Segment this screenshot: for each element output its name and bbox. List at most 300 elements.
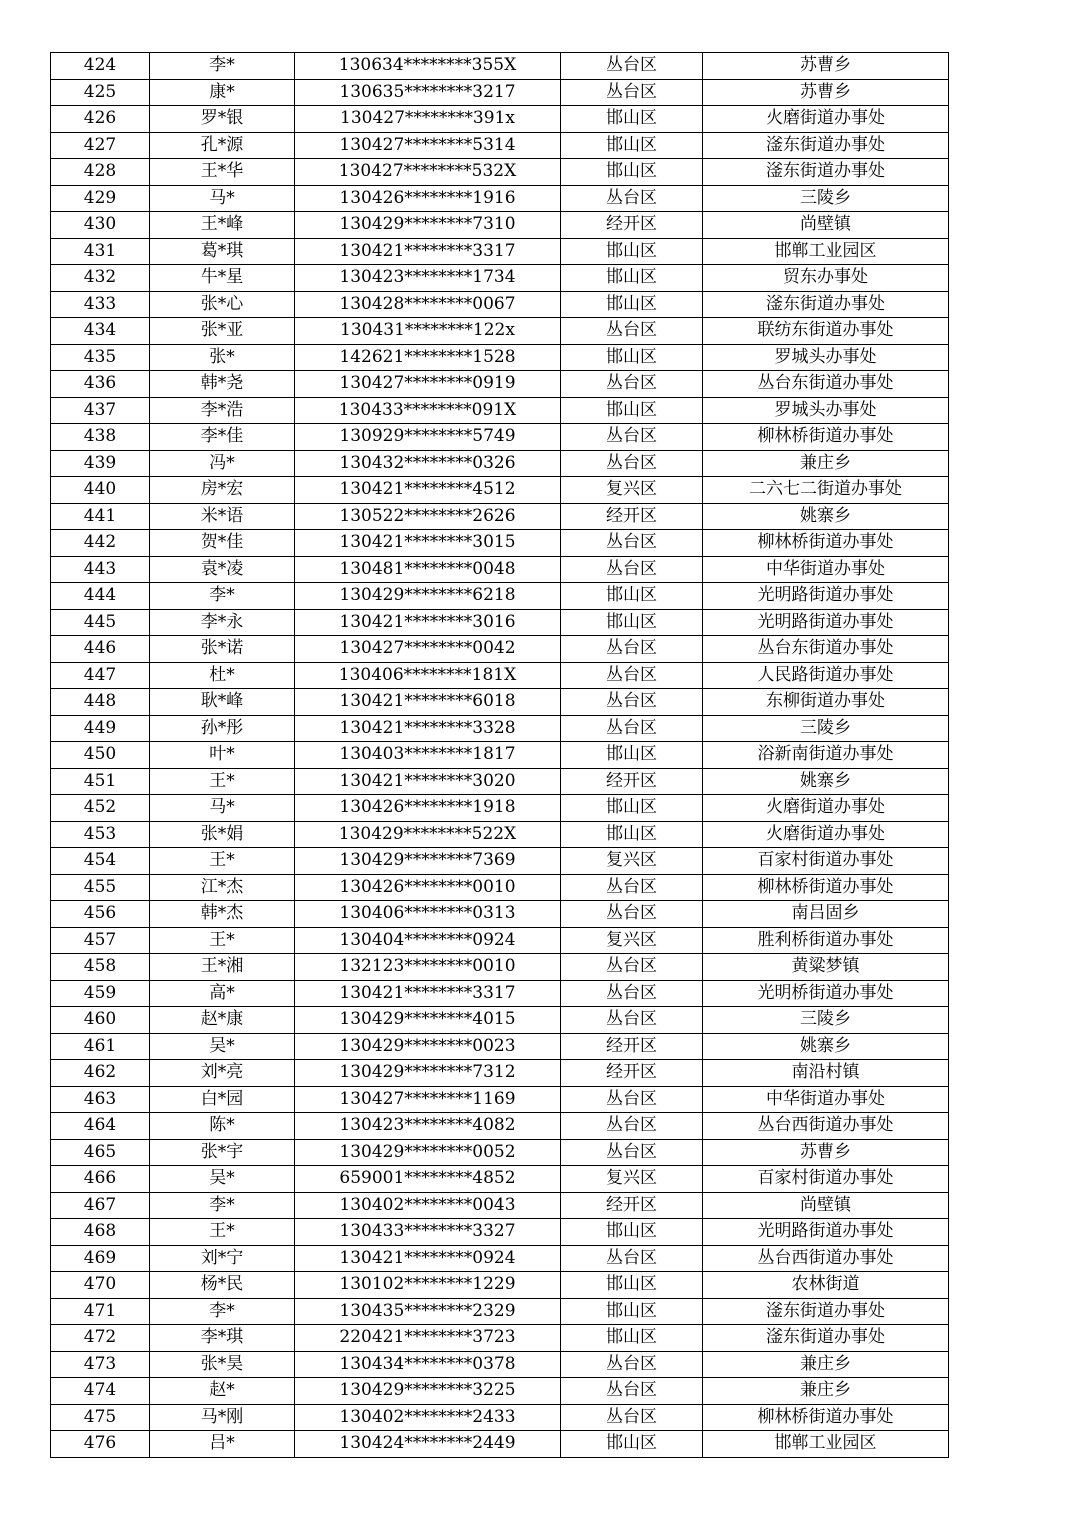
name-cell: 刘*亮: [150, 1060, 295, 1087]
street-office-cell: 滏东街道办事处: [703, 159, 949, 186]
name-cell: 李*琪: [150, 1325, 295, 1352]
street-office-cell: 贸东办事处: [703, 265, 949, 292]
table-row: [51, 795, 949, 822]
district-cell: 丛台区: [561, 1139, 703, 1166]
district-cell: 邯山区: [561, 238, 703, 265]
name-cell: 李*佳: [150, 424, 295, 451]
id-number-cell: 220421********3723: [295, 1325, 561, 1352]
id-number-cell: 130429********3225: [295, 1378, 561, 1405]
id-number-cell: 130427********0042: [295, 636, 561, 663]
district-cell: 丛台区: [561, 450, 703, 477]
street-office-cell: 滏东街道办事处: [703, 1325, 949, 1352]
street-office-cell: 柳林桥街道办事处: [703, 874, 949, 901]
street-office-cell: 邯郸工业园区: [703, 238, 949, 265]
table-row: [51, 1060, 949, 1087]
street-office-cell: 罗城头办事处: [703, 344, 949, 371]
street-office-cell: 联纺东街道办事处: [703, 318, 949, 345]
row-number-cell: 436: [51, 371, 150, 398]
id-number-cell: 130429********0023: [295, 1033, 561, 1060]
id-number-cell: 130421********3015: [295, 530, 561, 557]
row-number-cell: 433: [51, 291, 150, 318]
id-number-cell: 130429********4015: [295, 1007, 561, 1034]
name-cell: 袁*凌: [150, 556, 295, 583]
district-cell: 经开区: [561, 1060, 703, 1087]
table-row: [51, 1113, 949, 1140]
street-office-cell: 胜利桥街道办事处: [703, 927, 949, 954]
row-number-cell: 431: [51, 238, 150, 265]
table-row: [51, 397, 949, 424]
district-cell: 邯山区: [561, 397, 703, 424]
table-row: [51, 79, 949, 106]
row-number-cell: 474: [51, 1378, 150, 1405]
id-number-cell: 130402********2433: [295, 1404, 561, 1431]
row-number-cell: 460: [51, 1007, 150, 1034]
id-number-cell: 130403********1817: [295, 742, 561, 769]
name-cell: 马*刚: [150, 1404, 295, 1431]
id-number-cell: 130421********6018: [295, 689, 561, 716]
street-office-cell: 兼庄乡: [703, 1378, 949, 1405]
name-cell: 赵*: [150, 1378, 295, 1405]
district-cell: 复兴区: [561, 848, 703, 875]
table-row: [51, 927, 949, 954]
table-row: [51, 980, 949, 1007]
name-cell: 孔*源: [150, 132, 295, 159]
name-cell: 白*园: [150, 1086, 295, 1113]
street-office-cell: 二六七二街道办事处: [703, 477, 949, 504]
district-cell: 经开区: [561, 1033, 703, 1060]
district-cell: 邯山区: [561, 291, 703, 318]
district-cell: 邯山区: [561, 1272, 703, 1299]
row-number-cell: 448: [51, 689, 150, 716]
id-number-cell: 659001********4852: [295, 1166, 561, 1193]
district-cell: 丛台区: [561, 980, 703, 1007]
street-office-cell: 火磨街道办事处: [703, 821, 949, 848]
id-number-cell: 130421********3016: [295, 609, 561, 636]
name-cell: 李*永: [150, 609, 295, 636]
district-cell: 复兴区: [561, 927, 703, 954]
name-cell: 李*: [150, 1298, 295, 1325]
district-cell: 丛台区: [561, 954, 703, 981]
id-number-cell: 130404********0924: [295, 927, 561, 954]
row-number-cell: 469: [51, 1245, 150, 1272]
row-number-cell: 473: [51, 1351, 150, 1378]
street-office-cell: 苏曹乡: [703, 1139, 949, 1166]
row-number-cell: 452: [51, 795, 150, 822]
id-number-cell: 130427********391x: [295, 106, 561, 133]
district-cell: 邯山区: [561, 742, 703, 769]
name-cell: 贺*佳: [150, 530, 295, 557]
row-number-cell: 429: [51, 185, 150, 212]
district-cell: 邯山区: [561, 609, 703, 636]
table-row: [51, 1219, 949, 1246]
row-number-cell: 438: [51, 424, 150, 451]
name-cell: 马*: [150, 185, 295, 212]
name-cell: 李*浩: [150, 397, 295, 424]
district-cell: 邯山区: [561, 1298, 703, 1325]
table-row: [51, 450, 949, 477]
street-office-cell: 火磨街道办事处: [703, 106, 949, 133]
street-office-cell: 南吕固乡: [703, 901, 949, 928]
name-cell: 刘*宁: [150, 1245, 295, 1272]
id-number-cell: 130421********3317: [295, 980, 561, 1007]
name-cell: 张*昊: [150, 1351, 295, 1378]
table-row: [51, 159, 949, 186]
district-cell: 邯山区: [561, 821, 703, 848]
id-number-cell: 130423********1734: [295, 265, 561, 292]
table-row: [51, 636, 949, 663]
row-number-cell: 475: [51, 1404, 150, 1431]
table-row: [51, 1007, 949, 1034]
id-number-cell: 130421********3020: [295, 768, 561, 795]
district-cell: 丛台区: [561, 874, 703, 901]
district-cell: 丛台区: [561, 689, 703, 716]
table-row: [51, 1298, 949, 1325]
row-number-cell: 449: [51, 715, 150, 742]
street-office-cell: 光明桥街道办事处: [703, 980, 949, 1007]
name-cell: 高*: [150, 980, 295, 1007]
table-row: [51, 1086, 949, 1113]
name-cell: 孙*彤: [150, 715, 295, 742]
table-row: [51, 1245, 949, 1272]
street-office-cell: 光明路街道办事处: [703, 583, 949, 610]
street-office-cell: 农林街道: [703, 1272, 949, 1299]
street-office-cell: 柳林桥街道办事处: [703, 530, 949, 557]
row-number-cell: 426: [51, 106, 150, 133]
street-office-cell: 光明路街道办事处: [703, 1219, 949, 1246]
name-cell: 韩*尧: [150, 371, 295, 398]
street-office-cell: 滏东街道办事处: [703, 132, 949, 159]
district-cell: 丛台区: [561, 371, 703, 398]
name-cell: 赵*康: [150, 1007, 295, 1034]
name-cell: 罗*银: [150, 106, 295, 133]
district-cell: 丛台区: [561, 1245, 703, 1272]
id-number-cell: 130424********2449: [295, 1431, 561, 1458]
id-number-cell: 130429********6218: [295, 583, 561, 610]
name-cell: 杜*: [150, 662, 295, 689]
district-cell: 丛台区: [561, 636, 703, 663]
district-cell: 丛台区: [561, 53, 703, 80]
roster-sheet: [50, 52, 948, 1458]
table-row: [51, 371, 949, 398]
row-number-cell: 432: [51, 265, 150, 292]
row-number-cell: 427: [51, 132, 150, 159]
row-number-cell: 425: [51, 79, 150, 106]
row-number-cell: 466: [51, 1166, 150, 1193]
table-row: [51, 185, 949, 212]
id-number-cell: 130423********4082: [295, 1113, 561, 1140]
district-cell: 邯山区: [561, 583, 703, 610]
district-cell: 经开区: [561, 1192, 703, 1219]
table-row: [51, 556, 949, 583]
name-cell: 张*诺: [150, 636, 295, 663]
district-cell: 丛台区: [561, 556, 703, 583]
table-row: [51, 424, 949, 451]
id-number-cell: 130426********0010: [295, 874, 561, 901]
district-cell: 丛台区: [561, 662, 703, 689]
name-cell: 张*: [150, 344, 295, 371]
name-cell: 杨*民: [150, 1272, 295, 1299]
street-office-cell: 罗城头办事处: [703, 397, 949, 424]
row-number-cell: 450: [51, 742, 150, 769]
street-office-cell: 浴新南街道办事处: [703, 742, 949, 769]
table-row: [51, 1139, 949, 1166]
row-number-cell: 447: [51, 662, 150, 689]
id-number-cell: 130426********1916: [295, 185, 561, 212]
name-cell: 张*亚: [150, 318, 295, 345]
table-row: [51, 1166, 949, 1193]
street-office-cell: 姚寨乡: [703, 503, 949, 530]
table-row: [51, 874, 949, 901]
street-office-cell: 尚壁镇: [703, 212, 949, 239]
district-cell: 邯山区: [561, 132, 703, 159]
row-number-cell: 456: [51, 901, 150, 928]
street-office-cell: 人民路街道办事处: [703, 662, 949, 689]
table-row: [51, 583, 949, 610]
name-cell: 王*华: [150, 159, 295, 186]
id-number-cell: 130431********122x: [295, 318, 561, 345]
row-number-cell: 430: [51, 212, 150, 239]
street-office-cell: 百家村街道办事处: [703, 1166, 949, 1193]
table-row: [51, 768, 949, 795]
row-number-cell: 442: [51, 530, 150, 557]
name-cell: 马*: [150, 795, 295, 822]
table-row: [51, 106, 949, 133]
id-number-cell: 130102********1229: [295, 1272, 561, 1299]
street-office-cell: 火磨街道办事处: [703, 795, 949, 822]
name-cell: 王*: [150, 848, 295, 875]
id-number-cell: 130635********3217: [295, 79, 561, 106]
street-office-cell: 三陵乡: [703, 1007, 949, 1034]
street-office-cell: 滏东街道办事处: [703, 291, 949, 318]
id-number-cell: 130427********5314: [295, 132, 561, 159]
table-row: [51, 1325, 949, 1352]
row-number-cell: 435: [51, 344, 150, 371]
roster-table: [50, 52, 949, 1458]
id-number-cell: 130421********0924: [295, 1245, 561, 1272]
district-cell: 丛台区: [561, 1007, 703, 1034]
table-row: [51, 609, 949, 636]
id-number-cell: 130434********0378: [295, 1351, 561, 1378]
street-office-cell: 苏曹乡: [703, 79, 949, 106]
table-row: [51, 954, 949, 981]
row-number-cell: 437: [51, 397, 150, 424]
street-office-cell: 中华街道办事处: [703, 556, 949, 583]
id-number-cell: 130433********3327: [295, 1219, 561, 1246]
id-number-cell: 130429********522X: [295, 821, 561, 848]
table-row: [51, 848, 949, 875]
district-cell: 丛台区: [561, 185, 703, 212]
table-row: [51, 477, 949, 504]
id-number-cell: 130522********2626: [295, 503, 561, 530]
street-office-cell: 光明路街道办事处: [703, 609, 949, 636]
street-office-cell: 百家村街道办事处: [703, 848, 949, 875]
name-cell: 江*杰: [150, 874, 295, 901]
id-number-cell: 130433********091X: [295, 397, 561, 424]
row-number-cell: 443: [51, 556, 150, 583]
table-row: [51, 715, 949, 742]
district-cell: 复兴区: [561, 477, 703, 504]
row-number-cell: 458: [51, 954, 150, 981]
table-row: [51, 291, 949, 318]
street-office-cell: 柳林桥街道办事处: [703, 1404, 949, 1431]
id-number-cell: 130432********0326: [295, 450, 561, 477]
name-cell: 吴*: [150, 1166, 295, 1193]
district-cell: 邯山区: [561, 159, 703, 186]
district-cell: 经开区: [561, 212, 703, 239]
id-number-cell: 132123********0010: [295, 954, 561, 981]
row-number-cell: 441: [51, 503, 150, 530]
row-number-cell: 454: [51, 848, 150, 875]
name-cell: 韩*杰: [150, 901, 295, 928]
table-row: [51, 901, 949, 928]
table-row: [51, 1431, 949, 1458]
street-office-cell: 姚寨乡: [703, 1033, 949, 1060]
id-number-cell: 130427********532X: [295, 159, 561, 186]
row-number-cell: 428: [51, 159, 150, 186]
roster-table-body: [51, 53, 949, 1458]
table-row: [51, 1351, 949, 1378]
table-row: [51, 238, 949, 265]
street-office-cell: 中华街道办事处: [703, 1086, 949, 1113]
row-number-cell: 461: [51, 1033, 150, 1060]
name-cell: 耿*峰: [150, 689, 295, 716]
street-office-cell: 柳林桥街道办事处: [703, 424, 949, 451]
id-number-cell: 142621********1528: [295, 344, 561, 371]
district-cell: 邯山区: [561, 344, 703, 371]
id-number-cell: 130428********0067: [295, 291, 561, 318]
street-office-cell: 南沿村镇: [703, 1060, 949, 1087]
district-cell: 丛台区: [561, 1113, 703, 1140]
id-number-cell: 130427********1169: [295, 1086, 561, 1113]
name-cell: 葛*琪: [150, 238, 295, 265]
name-cell: 王*: [150, 768, 295, 795]
street-office-cell: 三陵乡: [703, 185, 949, 212]
id-number-cell: 130406********0313: [295, 901, 561, 928]
id-number-cell: 130421********3328: [295, 715, 561, 742]
row-number-cell: 468: [51, 1219, 150, 1246]
name-cell: 房*宏: [150, 477, 295, 504]
name-cell: 李*: [150, 583, 295, 610]
row-number-cell: 470: [51, 1272, 150, 1299]
row-number-cell: 467: [51, 1192, 150, 1219]
name-cell: 王*: [150, 927, 295, 954]
id-number-cell: 130427********0919: [295, 371, 561, 398]
district-cell: 复兴区: [561, 1166, 703, 1193]
row-number-cell: 424: [51, 53, 150, 80]
table-row: [51, 212, 949, 239]
id-number-cell: 130429********7312: [295, 1060, 561, 1087]
name-cell: 吕*: [150, 1431, 295, 1458]
id-number-cell: 130421********4512: [295, 477, 561, 504]
district-cell: 丛台区: [561, 1378, 703, 1405]
table-row: [51, 318, 949, 345]
id-number-cell: 130435********2329: [295, 1298, 561, 1325]
table-row: [51, 344, 949, 371]
district-cell: 邯山区: [561, 106, 703, 133]
table-row: [51, 530, 949, 557]
street-office-cell: 黄粱梦镇: [703, 954, 949, 981]
name-cell: 李*: [150, 53, 295, 80]
name-cell: 张*娟: [150, 821, 295, 848]
name-cell: 康*: [150, 79, 295, 106]
street-office-cell: 苏曹乡: [703, 53, 949, 80]
name-cell: 王*峰: [150, 212, 295, 239]
table-row: [51, 53, 949, 80]
name-cell: 张*宇: [150, 1139, 295, 1166]
street-office-cell: 丛台西街道办事处: [703, 1245, 949, 1272]
table-row: [51, 1033, 949, 1060]
district-cell: 丛台区: [561, 1404, 703, 1431]
district-cell: 邯山区: [561, 1431, 703, 1458]
row-number-cell: 457: [51, 927, 150, 954]
street-office-cell: 滏东街道办事处: [703, 1298, 949, 1325]
row-number-cell: 476: [51, 1431, 150, 1458]
row-number-cell: 445: [51, 609, 150, 636]
id-number-cell: 130634********355X: [295, 53, 561, 80]
street-office-cell: 丛台西街道办事处: [703, 1113, 949, 1140]
table-row: [51, 503, 949, 530]
name-cell: 叶*: [150, 742, 295, 769]
street-office-cell: 邯郸工业园区: [703, 1431, 949, 1458]
row-number-cell: 446: [51, 636, 150, 663]
row-number-cell: 440: [51, 477, 150, 504]
id-number-cell: 130429********7369: [295, 848, 561, 875]
row-number-cell: 462: [51, 1060, 150, 1087]
street-office-cell: 东柳街道办事处: [703, 689, 949, 716]
table-row: [51, 1404, 949, 1431]
district-cell: 丛台区: [561, 318, 703, 345]
street-office-cell: 姚寨乡: [703, 768, 949, 795]
district-cell: 邯山区: [561, 795, 703, 822]
table-row: [51, 265, 949, 292]
id-number-cell: 130426********1918: [295, 795, 561, 822]
district-cell: 邯山区: [561, 265, 703, 292]
name-cell: 王*湘: [150, 954, 295, 981]
street-office-cell: 丛台东街道办事处: [703, 636, 949, 663]
id-number-cell: 130406********181X: [295, 662, 561, 689]
district-cell: 丛台区: [561, 901, 703, 928]
row-number-cell: 439: [51, 450, 150, 477]
row-number-cell: 455: [51, 874, 150, 901]
district-cell: 丛台区: [561, 530, 703, 557]
row-number-cell: 459: [51, 980, 150, 1007]
table-row: [51, 132, 949, 159]
row-number-cell: 471: [51, 1298, 150, 1325]
district-cell: 丛台区: [561, 79, 703, 106]
id-number-cell: 130421********3317: [295, 238, 561, 265]
name-cell: 李*: [150, 1192, 295, 1219]
district-cell: 丛台区: [561, 1086, 703, 1113]
id-number-cell: 130402********0043: [295, 1192, 561, 1219]
street-office-cell: 丛台东街道办事处: [703, 371, 949, 398]
table-row: [51, 821, 949, 848]
id-number-cell: 130481********0048: [295, 556, 561, 583]
district-cell: 丛台区: [561, 1351, 703, 1378]
row-number-cell: 451: [51, 768, 150, 795]
row-number-cell: 464: [51, 1113, 150, 1140]
table-row: [51, 1378, 949, 1405]
name-cell: 王*: [150, 1219, 295, 1246]
name-cell: 张*心: [150, 291, 295, 318]
id-number-cell: 130429********0052: [295, 1139, 561, 1166]
street-office-cell: 兼庄乡: [703, 1351, 949, 1378]
district-cell: 邯山区: [561, 1219, 703, 1246]
district-cell: 经开区: [561, 768, 703, 795]
district-cell: 邯山区: [561, 1325, 703, 1352]
name-cell: 陈*: [150, 1113, 295, 1140]
district-cell: 丛台区: [561, 715, 703, 742]
row-number-cell: 463: [51, 1086, 150, 1113]
